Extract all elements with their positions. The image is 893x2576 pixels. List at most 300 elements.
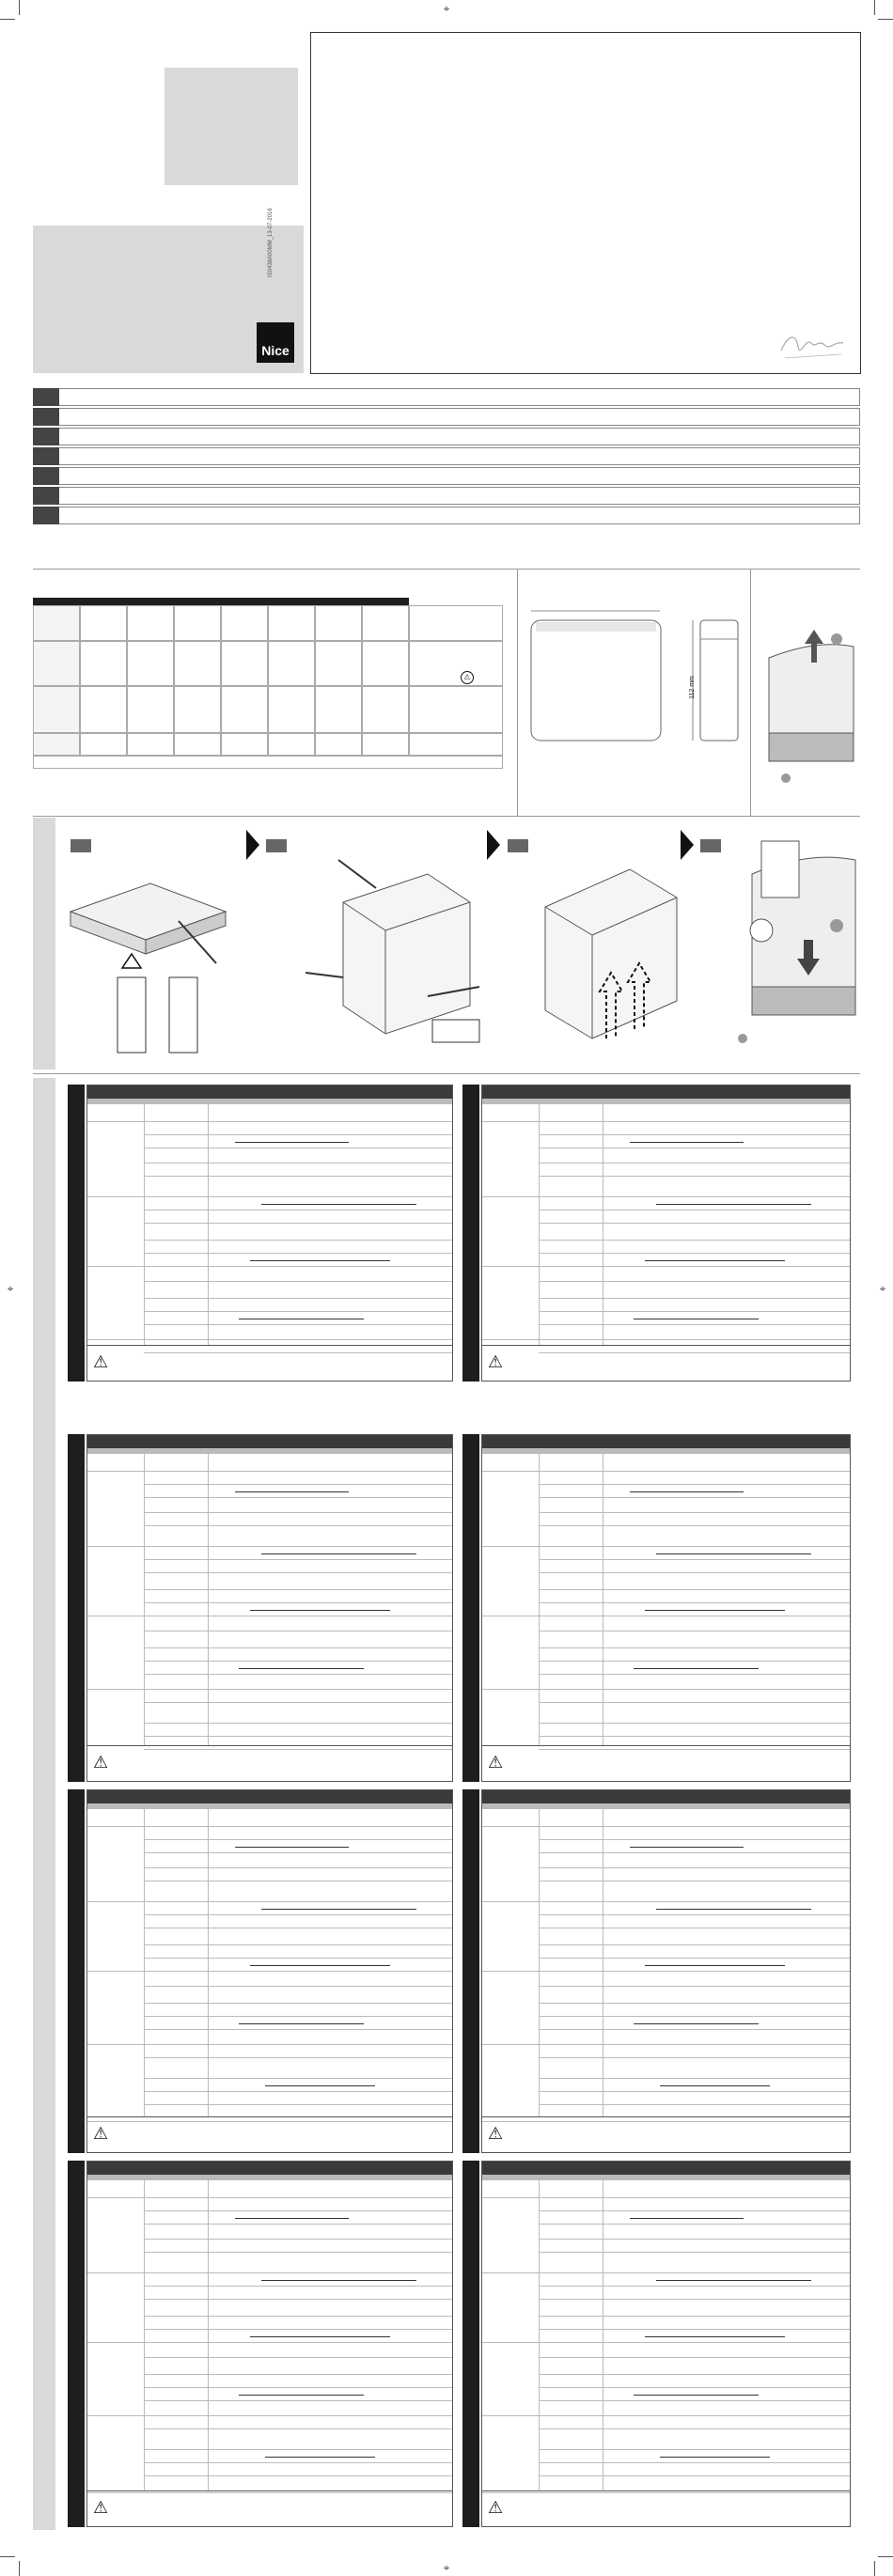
table-row-rule bbox=[482, 2492, 850, 2493]
table-row-rule bbox=[144, 1986, 452, 1987]
spec-cell bbox=[268, 605, 315, 641]
table-row-rule bbox=[144, 2316, 452, 2317]
settings-table-panel bbox=[86, 1789, 453, 2153]
language-row bbox=[33, 487, 860, 505]
table-row-rule bbox=[144, 2387, 452, 2388]
table-row-rule bbox=[144, 1512, 452, 1513]
panel-side-strip bbox=[462, 2161, 479, 2527]
text-underline bbox=[634, 1668, 759, 1669]
panel-side-strip bbox=[462, 1789, 479, 2153]
warning-triangle-icon: ⚠ bbox=[488, 1352, 504, 1372]
text-underline bbox=[630, 1142, 744, 1143]
crop-mark bbox=[19, 0, 20, 15]
text-underline bbox=[235, 2218, 349, 2219]
table-row-rule bbox=[539, 2029, 850, 2030]
table-row-rule bbox=[144, 1240, 452, 1241]
table-row-rule bbox=[539, 1602, 850, 1603]
install-strip-bar bbox=[33, 818, 55, 1069]
table-row-rule bbox=[144, 1723, 452, 1724]
panel-header-bar bbox=[482, 2162, 850, 2175]
panel-header-bar bbox=[482, 1790, 850, 1803]
table-row-rule bbox=[539, 2357, 850, 2358]
text-underline bbox=[660, 2457, 770, 2458]
spec-cell bbox=[221, 641, 268, 686]
warning-triangle-icon: ⚠ bbox=[488, 2498, 504, 2518]
spec-cell bbox=[315, 733, 362, 756]
spec-cell bbox=[409, 605, 503, 641]
text-underline bbox=[235, 1142, 349, 1143]
table-row-rule bbox=[482, 1471, 850, 1472]
section-divider bbox=[33, 569, 860, 570]
spec-cell bbox=[268, 641, 315, 686]
text-underline bbox=[656, 1204, 811, 1205]
table-row-rule bbox=[144, 1839, 452, 1840]
text-underline bbox=[645, 1610, 785, 1611]
panel-header-bar bbox=[87, 1435, 452, 1448]
text-underline bbox=[645, 1965, 785, 1966]
table-row-rule bbox=[539, 2449, 850, 2450]
settings-table-panel bbox=[86, 1434, 453, 1782]
spec-cell bbox=[174, 605, 221, 641]
dimension-drawing bbox=[526, 601, 743, 752]
column-rule bbox=[539, 2180, 540, 2490]
table-row-rule bbox=[539, 1647, 850, 1648]
table-row-rule bbox=[144, 2078, 452, 2079]
settings-table-panel bbox=[481, 1789, 851, 2153]
register-mark-icon: ⌖ bbox=[7, 1282, 14, 1295]
spec-table bbox=[33, 598, 503, 790]
table-row-rule bbox=[144, 1914, 452, 1915]
text-underline bbox=[656, 1909, 811, 1910]
table-row-rule bbox=[482, 1689, 850, 1690]
spec-cell bbox=[362, 686, 409, 733]
settings-table-panel bbox=[481, 1434, 851, 1782]
text-underline bbox=[261, 2280, 416, 2281]
table-row-rule bbox=[87, 1471, 452, 1472]
table-row-rule bbox=[539, 2003, 850, 2004]
table-row-rule bbox=[539, 1147, 850, 1148]
figure-tag bbox=[70, 839, 91, 852]
column-rule bbox=[539, 1104, 540, 1345]
text-underline bbox=[634, 2395, 759, 2396]
table-row-rule bbox=[482, 2197, 850, 2198]
table-row-rule bbox=[482, 2415, 850, 2416]
table-row-rule bbox=[144, 1661, 452, 1662]
text-underline bbox=[250, 2336, 390, 2337]
table-row-rule bbox=[539, 2387, 850, 2388]
column-rule bbox=[144, 1809, 145, 2116]
table-row-rule bbox=[87, 2197, 452, 2198]
panel-header-bar bbox=[482, 1085, 850, 1099]
spec-cell bbox=[33, 641, 80, 686]
section-divider bbox=[750, 570, 751, 816]
text-underline bbox=[660, 2085, 770, 2086]
table-row-rule bbox=[87, 2490, 452, 2491]
column-rule bbox=[208, 1809, 209, 2116]
panel-subheader bbox=[87, 2175, 452, 2180]
table-row-rule bbox=[87, 1546, 452, 1547]
text-underline bbox=[250, 1260, 390, 1261]
table-row-rule bbox=[539, 2475, 850, 2476]
table-row-rule bbox=[539, 1914, 850, 1915]
crop-mark bbox=[19, 2561, 20, 2576]
table-row-rule bbox=[539, 1702, 850, 1703]
table-row-rule bbox=[144, 1852, 452, 1853]
language-row bbox=[33, 467, 860, 485]
table-row-rule bbox=[144, 2016, 452, 2017]
text-underline bbox=[250, 1965, 390, 1966]
table-row-rule bbox=[539, 1497, 850, 1498]
table-row-rule bbox=[87, 2272, 452, 2273]
table-row-rule bbox=[482, 1901, 850, 1902]
table-row-rule bbox=[482, 1546, 850, 1547]
section-divider bbox=[33, 1073, 860, 1074]
spec-cell bbox=[33, 686, 80, 733]
crop-mark bbox=[0, 2556, 15, 2557]
text-underline bbox=[645, 1260, 785, 1261]
text-underline bbox=[630, 1491, 744, 1492]
brand-logo: Nice bbox=[257, 322, 294, 363]
table-row-rule bbox=[482, 1266, 850, 1267]
language-row bbox=[33, 447, 860, 465]
text-underline bbox=[250, 1610, 390, 1611]
table-row-rule bbox=[144, 2400, 452, 2401]
table-row-rule bbox=[539, 1281, 850, 1282]
spec-cell bbox=[80, 605, 127, 641]
table-row-rule bbox=[144, 1484, 452, 1485]
spec-cell bbox=[409, 686, 503, 733]
spec-footer bbox=[33, 756, 503, 769]
table-row-rule bbox=[482, 2121, 850, 2122]
table-row-rule bbox=[539, 2091, 850, 2092]
table-row-rule bbox=[144, 1559, 452, 1560]
language-tab bbox=[33, 447, 59, 465]
table-row-rule bbox=[482, 2272, 850, 2273]
language-tab bbox=[33, 467, 59, 485]
table-row-rule bbox=[539, 1852, 850, 1853]
table-row-rule bbox=[144, 2029, 452, 2030]
table-row-rule bbox=[87, 1971, 452, 1972]
register-mark-icon: ⌖ bbox=[879, 1282, 886, 1295]
hazard-icon: ⚠ bbox=[461, 671, 474, 684]
table-row-rule bbox=[144, 2224, 452, 2225]
spec-cell bbox=[174, 686, 221, 733]
warning-triangle-icon: ⚠ bbox=[93, 1753, 109, 1772]
table-row-rule bbox=[144, 1147, 452, 1148]
install-step-4-drawing bbox=[714, 836, 865, 1053]
table-row-rule bbox=[539, 2329, 850, 2330]
text-underline bbox=[261, 1204, 416, 1205]
table-row-rule bbox=[539, 2374, 850, 2375]
table-row-rule bbox=[144, 1589, 452, 1590]
settings-table-panel bbox=[481, 1085, 851, 1382]
panel-header-bar bbox=[87, 1085, 452, 1099]
spec-cell bbox=[315, 641, 362, 686]
table-row-rule bbox=[87, 2415, 452, 2416]
panel-subheader bbox=[482, 1448, 850, 1454]
table-row-rule bbox=[144, 2286, 452, 2287]
spec-cell bbox=[409, 733, 503, 756]
table-row-rule bbox=[539, 1674, 850, 1675]
table-row-rule bbox=[144, 1311, 452, 1312]
table-row-rule bbox=[539, 1723, 850, 1724]
section-divider bbox=[517, 570, 518, 816]
table-row-rule bbox=[144, 1572, 452, 1573]
table-row-rule bbox=[482, 1339, 850, 1340]
column-rule bbox=[144, 1104, 145, 1345]
table-row-rule bbox=[539, 2299, 850, 2300]
register-mark-icon: ⌖ bbox=[443, 2, 450, 15]
table-row-rule bbox=[539, 2078, 850, 2079]
section-divider bbox=[33, 816, 860, 817]
table-row-rule bbox=[144, 2252, 452, 2253]
table-row-rule bbox=[539, 2286, 850, 2287]
warning-triangle-icon: ⚠ bbox=[93, 2498, 109, 2518]
table-row-rule bbox=[144, 1281, 452, 1282]
table-row-rule bbox=[539, 1572, 850, 1573]
spec-cell bbox=[362, 641, 409, 686]
table-row-rule bbox=[539, 1589, 850, 1590]
table-row-rule bbox=[87, 1339, 452, 1340]
table-row-rule bbox=[482, 2490, 850, 2491]
table-row-rule bbox=[87, 1345, 452, 1346]
panel-side-strip bbox=[68, 1789, 85, 2153]
text-underline bbox=[235, 1847, 349, 1848]
cover-panel bbox=[33, 208, 304, 373]
table-row-rule bbox=[482, 1345, 850, 1346]
table-row-rule bbox=[87, 1196, 452, 1197]
crop-mark bbox=[878, 2556, 893, 2557]
install-step-3-drawing bbox=[526, 851, 686, 1053]
text-underline bbox=[656, 1553, 811, 1554]
register-mark-icon: ⌖ bbox=[443, 2561, 450, 2574]
column-rule bbox=[144, 2180, 145, 2490]
table-row-rule bbox=[144, 1749, 452, 1750]
spec-cell bbox=[33, 605, 80, 641]
panel-header-bar bbox=[482, 1435, 850, 1448]
table-row-rule bbox=[144, 2449, 452, 2450]
text-underline bbox=[239, 2395, 364, 2396]
panel-side-strip bbox=[68, 1434, 85, 1782]
settings-table-panel bbox=[481, 2161, 851, 2527]
text-underline bbox=[235, 1491, 349, 1492]
spec-cell bbox=[409, 641, 503, 686]
table-row-rule bbox=[539, 2428, 850, 2429]
language-row bbox=[33, 388, 860, 406]
panel-subheader bbox=[87, 1099, 452, 1104]
spec-cell bbox=[315, 686, 362, 733]
table-row-rule bbox=[87, 2342, 452, 2343]
panel-subheader bbox=[482, 1099, 850, 1104]
table-row-rule bbox=[482, 2044, 850, 2045]
table-row-rule bbox=[87, 1121, 452, 1122]
table-row-rule bbox=[482, 2116, 850, 2117]
table-row-rule bbox=[144, 1647, 452, 1648]
table-row-rule bbox=[539, 1253, 850, 1254]
spec-cell bbox=[80, 733, 127, 756]
table-row-rule bbox=[144, 1944, 452, 1945]
column-rule bbox=[208, 2180, 209, 2490]
spec-cell bbox=[315, 605, 362, 641]
table-row-rule bbox=[539, 2316, 850, 2317]
install-step-2-drawing bbox=[287, 846, 489, 1053]
warning-triangle-icon: ⚠ bbox=[93, 1352, 109, 1372]
spec-cell bbox=[127, 733, 174, 756]
text-underline bbox=[239, 1668, 364, 1669]
table-row-rule bbox=[539, 1311, 850, 1312]
table-row-rule bbox=[144, 1736, 452, 1737]
table-row-rule bbox=[144, 1253, 452, 1254]
spec-cell bbox=[174, 641, 221, 686]
warning-triangle-icon: ⚠ bbox=[93, 2124, 109, 2144]
spec-cell bbox=[127, 641, 174, 686]
table-row-rule bbox=[144, 1958, 452, 1959]
panel-header-bar bbox=[87, 2162, 452, 2175]
bottom-strip-bar bbox=[33, 1078, 55, 2530]
table-row-rule bbox=[482, 1971, 850, 1972]
spec-cell bbox=[362, 605, 409, 641]
table-row-rule bbox=[539, 1176, 850, 1177]
table-row-rule bbox=[539, 2057, 850, 2058]
table-row-rule bbox=[144, 2210, 452, 2211]
step-arrow-icon bbox=[246, 830, 259, 860]
text-underline bbox=[239, 2023, 364, 2024]
table-row-rule bbox=[539, 2104, 850, 2105]
warning-triangle-icon: ⚠ bbox=[488, 1753, 504, 1772]
table-row-rule bbox=[539, 1134, 850, 1135]
table-row-rule bbox=[482, 2342, 850, 2343]
language-row bbox=[33, 507, 860, 524]
spec-cell bbox=[80, 641, 127, 686]
table-row-rule bbox=[144, 1702, 452, 1703]
table-row-rule bbox=[482, 1826, 850, 1827]
table-row-rule bbox=[539, 1736, 850, 1737]
table-row-rule bbox=[87, 2492, 452, 2493]
install-step-1-drawing bbox=[66, 874, 244, 1062]
table-row-rule bbox=[539, 1986, 850, 1987]
table-row-rule bbox=[144, 1298, 452, 1299]
table-row-rule bbox=[144, 1674, 452, 1675]
table-row-rule bbox=[539, 1223, 850, 1224]
panel-subheader bbox=[87, 1448, 452, 1454]
table-row-rule bbox=[539, 2462, 850, 2463]
panel-side-strip bbox=[462, 1085, 479, 1382]
table-row-rule bbox=[87, 2121, 452, 2122]
panel-side-strip bbox=[68, 1085, 85, 1382]
spec-cell bbox=[362, 733, 409, 756]
table-row-rule bbox=[144, 1525, 452, 1526]
table-row-rule bbox=[144, 1223, 452, 1224]
column-rule bbox=[539, 1809, 540, 2116]
table-row-rule bbox=[87, 1901, 452, 1902]
text-underline bbox=[265, 2085, 375, 2086]
panel-side-strip bbox=[68, 2161, 85, 2527]
table-row-rule bbox=[144, 1602, 452, 1603]
crop-mark bbox=[878, 19, 893, 20]
table-row-rule bbox=[539, 1661, 850, 1662]
table-row-rule bbox=[539, 1839, 850, 1840]
step-arrow-icon bbox=[487, 830, 500, 860]
table-row-rule bbox=[144, 2462, 452, 2463]
table-row-rule bbox=[144, 2428, 452, 2429]
table-row-rule bbox=[539, 1525, 850, 1526]
crop-mark bbox=[874, 2561, 875, 2576]
figure-tag bbox=[508, 839, 528, 852]
warning-triangle-icon: ⚠ bbox=[488, 2124, 504, 2144]
spec-cell bbox=[221, 733, 268, 756]
table-row-rule bbox=[539, 1512, 850, 1513]
spec-cell bbox=[268, 686, 315, 733]
table-row-rule bbox=[539, 1240, 850, 1241]
table-row-rule bbox=[539, 2252, 850, 2253]
table-row-rule bbox=[144, 1176, 452, 1177]
table-row-rule bbox=[539, 1867, 850, 1868]
text-underline bbox=[265, 2457, 375, 2458]
table-row-rule bbox=[87, 1745, 452, 1746]
table-row-rule bbox=[144, 1867, 452, 1868]
table-row-rule bbox=[144, 1352, 452, 1353]
text-underline bbox=[634, 2023, 759, 2024]
table-row-rule bbox=[144, 2475, 452, 2476]
table-row-rule bbox=[539, 1352, 850, 1353]
table-row-rule bbox=[482, 1196, 850, 1197]
table-row-rule bbox=[482, 1745, 850, 1746]
table-row-rule bbox=[144, 2057, 452, 2058]
image-placeholder bbox=[164, 68, 298, 185]
table-row-rule bbox=[87, 1689, 452, 1690]
table-row-rule bbox=[539, 1944, 850, 1945]
spec-cell bbox=[127, 686, 174, 733]
table-row-rule bbox=[144, 1497, 452, 1498]
panel-subheader bbox=[87, 1803, 452, 1809]
text-underline bbox=[656, 2280, 811, 2281]
table-row-rule bbox=[144, 2239, 452, 2240]
signature-frame bbox=[310, 32, 861, 374]
spec-cell bbox=[221, 605, 268, 641]
table-row-rule bbox=[87, 2116, 452, 2117]
table-row-rule bbox=[144, 2104, 452, 2105]
dimension-height-label: 112 mm bbox=[688, 676, 696, 699]
panel-subheader bbox=[482, 2175, 850, 2180]
table-row-rule bbox=[144, 2003, 452, 2004]
table-row-rule bbox=[87, 1826, 452, 1827]
text-underline bbox=[261, 1553, 416, 1554]
table-row-rule bbox=[144, 2299, 452, 2300]
table-row-rule bbox=[144, 2374, 452, 2375]
table-row-rule bbox=[144, 2091, 452, 2092]
text-underline bbox=[630, 1847, 744, 1848]
figure-tag bbox=[266, 839, 287, 852]
table-row-rule bbox=[87, 2044, 452, 2045]
text-underline bbox=[261, 1909, 416, 1910]
spec-cell bbox=[33, 733, 80, 756]
text-underline bbox=[645, 2336, 785, 2337]
language-tab bbox=[33, 487, 59, 505]
text-underline bbox=[630, 2218, 744, 2219]
settings-table-panel bbox=[86, 1085, 453, 1382]
crop-mark bbox=[0, 19, 15, 20]
language-tab bbox=[33, 428, 59, 445]
table-row-rule bbox=[539, 2239, 850, 2240]
table-row-rule bbox=[539, 1324, 850, 1325]
panel-side-strip bbox=[462, 1434, 479, 1782]
lid-removal-drawing bbox=[760, 620, 863, 789]
table-row-rule bbox=[539, 2016, 850, 2017]
column-rule bbox=[208, 1104, 209, 1345]
table-row-rule bbox=[539, 2210, 850, 2211]
spec-cell bbox=[80, 686, 127, 733]
language-tab bbox=[33, 408, 59, 426]
